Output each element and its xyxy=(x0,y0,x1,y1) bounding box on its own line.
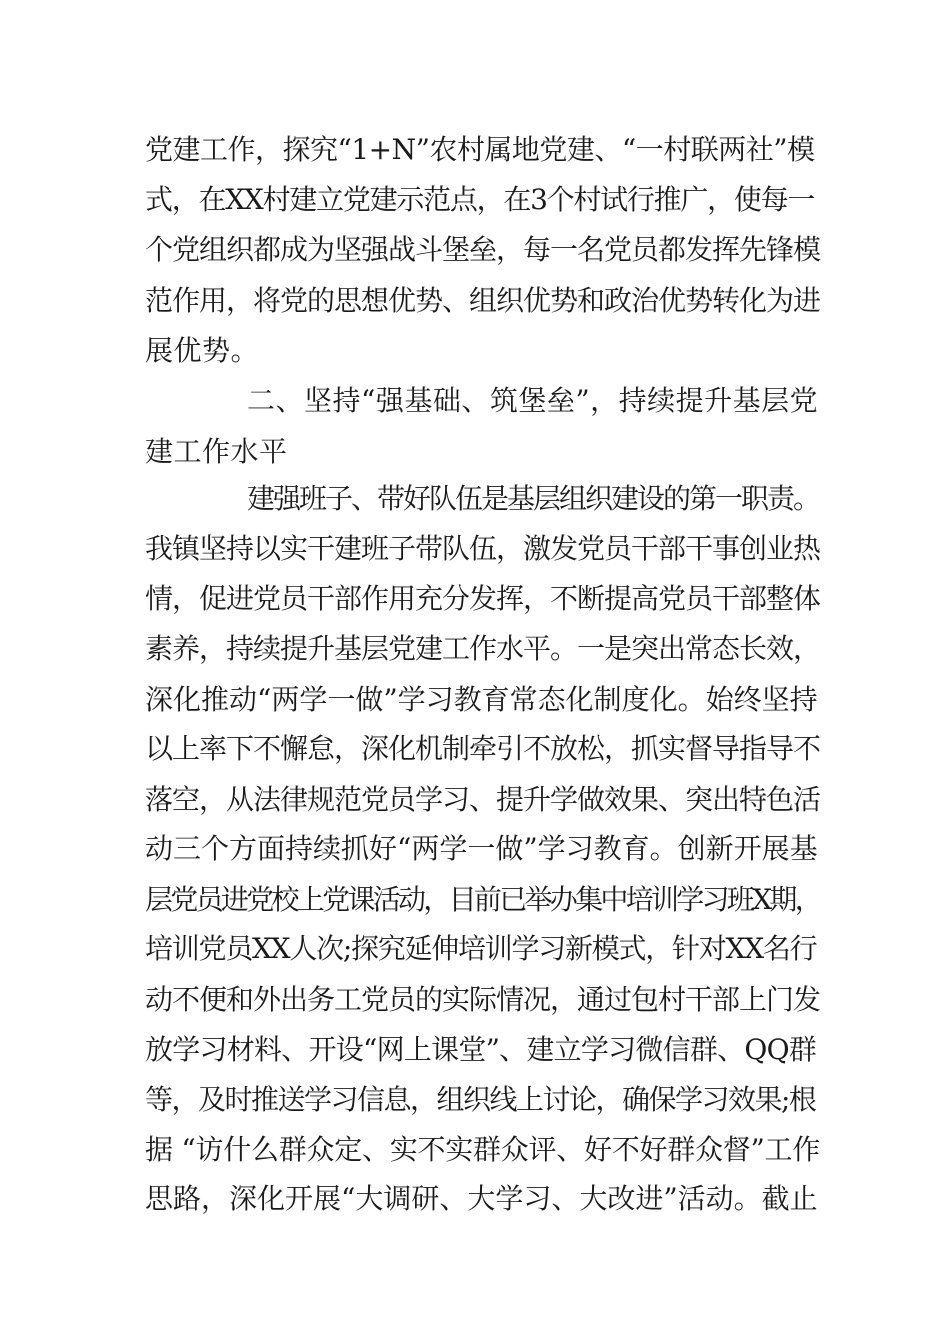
paragraph-line: 党建工作，探究“1+N”农村属地党建、“一村联两社”模 xyxy=(145,133,815,166)
paragraph-line: 素养，持续提升基层党建工作水平。一是突出常态长效， xyxy=(145,632,821,665)
paragraph-line: 深化推动“两学一做”学习教育常态化制度化。始终坚持 xyxy=(145,683,818,716)
paragraph-line: 放学习材料、开设“网上课堂”、建立学习微信群、QQ群 xyxy=(145,1033,817,1066)
paragraph-line: 思路，深化开展“大调研、大学习、大改进”活动。截止 xyxy=(145,1182,818,1215)
paragraph-line: 动不便和外出务工党员的实际情况，通过包村干部上门发 xyxy=(145,983,821,1016)
paragraph-line: 式，在XX村建立党建示范点，在3个村试行推广，使每一 xyxy=(145,183,815,216)
section-heading-line: 建工作水平 xyxy=(145,435,288,468)
paragraph-line: 范作用，将党的思想优势、组织优势和政治优势转化为进 xyxy=(145,284,821,317)
paragraph-line: 落空，从法律规范党员学习、提升学做效果、突出特色活 xyxy=(145,783,821,816)
paragraph-line: 展优势。 xyxy=(145,334,260,367)
paragraph-line: 情，促进党员干部作用充分发挥，不断提高党员干部整体 xyxy=(145,582,821,615)
paragraph-line: 建强班子、带好队伍是基层组织建设的第一职责。 xyxy=(247,482,820,515)
paragraph-line: 培训党员XX人次;探究延伸培训学习新模式，针对XX名行 xyxy=(145,932,817,965)
paragraph-line: 我镇坚持以实干建班子带队伍，激发党员干部干事创业热 xyxy=(145,532,821,565)
section-heading-line: 二、坚持“强基础、筑堡垒”，持续提升基层党 xyxy=(247,384,819,417)
paragraph-line: 以上率下不懈怠，深化机制牵引不放松，抓实督导指导不 xyxy=(145,732,821,765)
paragraph-line: 等，及时推送学习信息，组织线上讨论，确保学习效果;根 xyxy=(145,1083,816,1116)
paragraph-line: 层党员进党校上党课活动，目前已举办集中培训学习班X期， xyxy=(145,883,821,916)
paragraph-line: 个党组织都成为坚强战斗堡垒，每一名党员都发挥先锋模 xyxy=(145,233,821,266)
paragraph-line: 动三个方面持续抓好“两学一做”学习教育。创新开展基 xyxy=(145,832,818,865)
paragraph-line: 据 “访什么群众定、实不实群众评、好不好群众督”工作 xyxy=(145,1133,821,1166)
